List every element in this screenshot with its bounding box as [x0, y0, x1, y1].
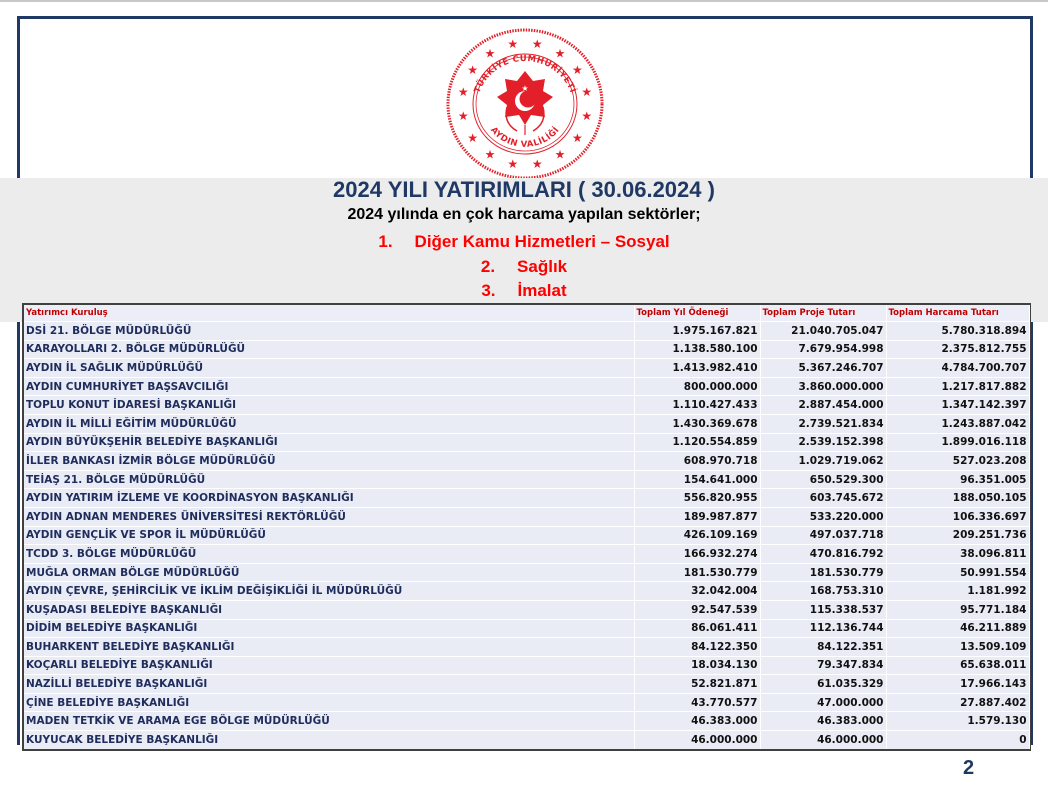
sector-number: 3.: [481, 281, 496, 300]
table-header-row: [24, 305, 1029, 322]
page-title: 2024 YILI YATIRIMLARI ( 30.06.2024 ): [333, 177, 715, 202]
spending-total-cell: 0: [886, 731, 1029, 749]
institution-cell: ÇİNE BELEDİYE BAŞKANLIĞI: [24, 693, 634, 712]
table-row: [24, 582, 1029, 601]
table-row: [24, 712, 1029, 731]
page-subtitle: 2024 yılında en çok harcama yapılan sektörler;: [347, 206, 701, 223]
institution-cell: MADEN TETKİK VE ARAMA EGE BÖLGE MÜDÜRLÜĞÜ: [24, 712, 634, 731]
spending-total-cell: 96.351.005: [886, 470, 1029, 489]
annual-allowance-cell: 1.413.982.410: [634, 359, 760, 378]
spending-total-cell: 2.375.812.755: [886, 340, 1029, 359]
table-row: [24, 340, 1029, 359]
spending-total-cell: 1.579.130: [886, 712, 1029, 731]
institution-cell: TCDD 3. BÖLGE MÜDÜRLÜĞÜ: [24, 545, 634, 564]
project-total-cell: 168.753.310: [760, 582, 886, 601]
spending-total-cell: 1.347.142.397: [886, 396, 1029, 415]
sector-label: Sağlık: [517, 257, 568, 276]
svg-text:TÜRKİYE CUMHURİYETİ: TÜRKİYE CUMHURİYETİ: [472, 53, 578, 95]
seal-star-icon: ★: [554, 147, 566, 162]
seal-star-icon: ★: [554, 46, 566, 61]
annual-allowance-cell: 189.987.877: [634, 507, 760, 526]
spending-total-cell: 1.217.817.882: [886, 377, 1029, 396]
seal-star-icon: ★: [531, 156, 543, 171]
institution-cell: AYDIN BÜYÜKŞEHİR BELEDİYE BAŞKANLIĞI: [24, 433, 634, 452]
project-total-cell: 1.029.719.062: [760, 452, 886, 471]
seal-star-icon: ★: [457, 108, 469, 123]
sector-number: 2.: [480, 257, 496, 276]
project-total-cell: 2.539.152.398: [760, 433, 886, 452]
column-header: Yatırımcı Kuruluş: [24, 305, 634, 322]
annual-allowance-cell: 1.120.554.859: [634, 433, 760, 452]
institution-cell: AYDIN ÇEVRE, ŞEHİRCİLİK VE İKLİM DEĞİŞİKLİĞİ İL MÜDÜRLÜĞÜ: [24, 582, 634, 601]
project-total-cell: 5.367.246.707: [760, 359, 886, 378]
annual-allowance-cell: 800.000.000: [634, 377, 760, 396]
annual-allowance-cell: 154.641.000: [634, 470, 760, 489]
annual-allowance-cell: 1.430.369.678: [634, 414, 760, 433]
spending-total-cell: 188.050.105: [886, 489, 1029, 508]
seal-star-icon: ★: [581, 85, 593, 100]
spending-total-cell: 13.509.109: [886, 638, 1029, 657]
institution-cell: AYDIN CUMHURİYET BAŞSAVCILIĞI: [24, 377, 634, 396]
sector-label: Diğer Kamu Hizmetleri – Sosyal: [414, 232, 670, 251]
investments-table: [22, 303, 1031, 751]
spending-total-cell: 17.966.143: [886, 675, 1029, 694]
institution-cell: KARAYOLLARI 2. BÖLGE MÜDÜRLÜĞÜ: [24, 340, 634, 359]
spending-total-cell: 527.023.208: [886, 452, 1029, 471]
project-total-cell: 84.122.351: [760, 638, 886, 657]
institution-cell: KOÇARLI BELEDİYE BAŞKANLIĞI: [24, 656, 634, 675]
seal-star-icon: ★: [581, 108, 593, 123]
annual-allowance-cell: 92.547.539: [634, 600, 760, 619]
aydin-valiligi-seal-logo: [445, 27, 605, 181]
project-total-cell: 61.035.329: [760, 675, 886, 694]
project-total-cell: 497.037.718: [760, 526, 886, 545]
institution-cell: AYDIN İL SAĞLIK MÜDÜRLÜĞÜ: [24, 359, 634, 378]
annual-allowance-cell: 608.970.718: [634, 452, 760, 471]
institution-cell: TOPLU KONUT İDARESİ BAŞKANLIĞI: [24, 396, 634, 415]
seal-star-icon: ★: [507, 156, 519, 171]
spending-total-cell: 65.638.011: [886, 656, 1029, 675]
project-total-cell: 47.000.000: [760, 693, 886, 712]
project-total-cell: 650.529.300: [760, 470, 886, 489]
project-total-cell: 79.347.834: [760, 656, 886, 675]
project-total-cell: 7.679.954.998: [760, 340, 886, 359]
sector-label: İmalat: [517, 281, 567, 300]
column-header: Toplam Yıl Ödeneği: [634, 305, 760, 322]
institution-cell: DİDİM BELEDİYE BAŞKANLIĞI: [24, 619, 634, 638]
spending-total-cell: 95.771.184: [886, 600, 1029, 619]
spending-total-cell: 1.899.016.118: [886, 433, 1029, 452]
annual-allowance-cell: 426.109.169: [634, 526, 760, 545]
table-row: [24, 470, 1029, 489]
table-row: [24, 507, 1029, 526]
table-row: [24, 638, 1029, 657]
table-row: [24, 396, 1029, 415]
institution-cell: DSİ 21. BÖLGE MÜDÜRLÜĞÜ: [24, 322, 634, 341]
seal-star-icon: ★: [572, 63, 583, 78]
institution-cell: AYDIN İL MİLLİ EĞİTİM MÜDÜRLÜĞÜ: [24, 414, 634, 433]
table-row: [24, 563, 1029, 582]
institution-cell: KUYUCAK BELEDİYE BAŞKANLIĞI: [24, 731, 634, 749]
spending-total-cell: 5.780.318.894: [886, 322, 1029, 341]
spending-total-cell: 106.336.697: [886, 507, 1029, 526]
table-row: [24, 600, 1029, 619]
column-header: Toplam Harcama Tutarı: [886, 305, 1029, 322]
table-row: [24, 675, 1029, 694]
seal-star-icon: ★: [467, 130, 478, 145]
annual-allowance-cell: 556.820.955: [634, 489, 760, 508]
table-row: [24, 359, 1029, 378]
table-row: [24, 433, 1029, 452]
project-total-cell: 46.000.000: [760, 731, 886, 749]
institution-cell: NAZİLLİ BELEDİYE BAŞKANLIĞI: [24, 675, 634, 694]
spending-total-cell: 1.243.887.042: [886, 414, 1029, 433]
sector-item: [0, 257, 1048, 277]
table-row: [24, 322, 1029, 341]
table-row: [24, 545, 1029, 564]
annual-allowance-cell: 46.383.000: [634, 712, 760, 731]
table-row: [24, 452, 1029, 471]
sector-item: [0, 281, 1048, 301]
table-row: [24, 414, 1029, 433]
seal-star-icon: ★: [467, 63, 478, 78]
seal-star-icon: ★: [507, 37, 519, 52]
annual-allowance-cell: 166.932.274: [634, 545, 760, 564]
institution-cell: AYDIN GENÇLİK VE SPOR İL MÜDÜRLÜĞÜ: [24, 526, 634, 545]
seal-star-icon: ★: [484, 46, 496, 61]
institution-cell: AYDIN ADNAN MENDERES ÜNİVERSİTESİ REKTÖRLÜĞÜ: [24, 507, 634, 526]
annual-allowance-cell: 46.000.000: [634, 731, 760, 749]
annual-allowance-cell: 181.530.779: [634, 563, 760, 582]
spending-total-cell: 209.251.736: [886, 526, 1029, 545]
annual-allowance-cell: 18.034.130: [634, 656, 760, 675]
sector-number: 1.: [378, 232, 393, 251]
table-row: [24, 526, 1029, 545]
spending-total-cell: 50.991.554: [886, 563, 1029, 582]
seal-star-icon: ★: [572, 130, 583, 145]
top-divider: [0, 0, 1048, 2]
project-total-cell: 115.338.537: [760, 600, 886, 619]
project-total-cell: 21.040.705.047: [760, 322, 886, 341]
annual-allowance-cell: 86.061.411: [634, 619, 760, 638]
table-row: [24, 489, 1029, 508]
annual-allowance-cell: 32.042.004: [634, 582, 760, 601]
spending-total-cell: 4.784.700.707: [886, 359, 1029, 378]
annual-allowance-cell: 1.138.580.100: [634, 340, 760, 359]
svg-text:AYDIN VALİLİĞİ: AYDIN VALİLİĞİ: [488, 125, 562, 150]
table-row: [24, 377, 1029, 396]
svg-text:★: ★: [521, 84, 529, 93]
project-total-cell: 2.739.521.834: [760, 414, 886, 433]
seal-star-icon: ★: [457, 85, 469, 100]
project-total-cell: 603.745.672: [760, 489, 886, 508]
annual-allowance-cell: 52.821.871: [634, 675, 760, 694]
spending-total-cell: 1.181.992: [886, 582, 1029, 601]
table-row: [24, 731, 1029, 749]
annual-allowance-cell: 43.770.577: [634, 693, 760, 712]
table-row: [24, 619, 1029, 638]
spending-total-cell: 38.096.811: [886, 545, 1029, 564]
seal-star-icon: ★: [531, 37, 543, 52]
project-total-cell: 533.220.000: [760, 507, 886, 526]
column-header: Toplam Proje Tutarı: [760, 305, 886, 322]
institution-cell: AYDIN YATIRIM İZLEME VE KOORDİNASYON BAŞKANLIĞI: [24, 489, 634, 508]
institution-cell: İLLER BANKASI İZMİR BÖLGE MÜDÜRLÜĞÜ: [24, 452, 634, 471]
spending-total-cell: 46.211.889: [886, 619, 1029, 638]
project-total-cell: 181.530.779: [760, 563, 886, 582]
project-total-cell: 2.887.454.000: [760, 396, 886, 415]
page-number: 2: [963, 757, 975, 779]
project-total-cell: 3.860.000.000: [760, 377, 886, 396]
spending-total-cell: 27.887.402: [886, 693, 1029, 712]
annual-allowance-cell: 1.110.427.433: [634, 396, 760, 415]
seal-star-icon: ★: [484, 147, 496, 162]
project-total-cell: 470.816.792: [760, 545, 886, 564]
sector-item: [0, 232, 1048, 252]
institution-cell: BUHARKENT BELEDİYE BAŞKANLIĞI: [24, 638, 634, 657]
institution-cell: TEİAŞ 21. BÖLGE MÜDÜRLÜĞÜ: [24, 470, 634, 489]
project-total-cell: 112.136.744: [760, 619, 886, 638]
institution-cell: KUŞADASI BELEDİYE BAŞKANLIĞI: [24, 600, 634, 619]
institution-cell: MUĞLA ORMAN BÖLGE MÜDÜRLÜĞÜ: [24, 563, 634, 582]
annual-allowance-cell: 1.975.167.821: [634, 322, 760, 341]
project-total-cell: 46.383.000: [760, 712, 886, 731]
table-row: [24, 656, 1029, 675]
annual-allowance-cell: 84.122.350: [634, 638, 760, 657]
table-row: [24, 693, 1029, 712]
